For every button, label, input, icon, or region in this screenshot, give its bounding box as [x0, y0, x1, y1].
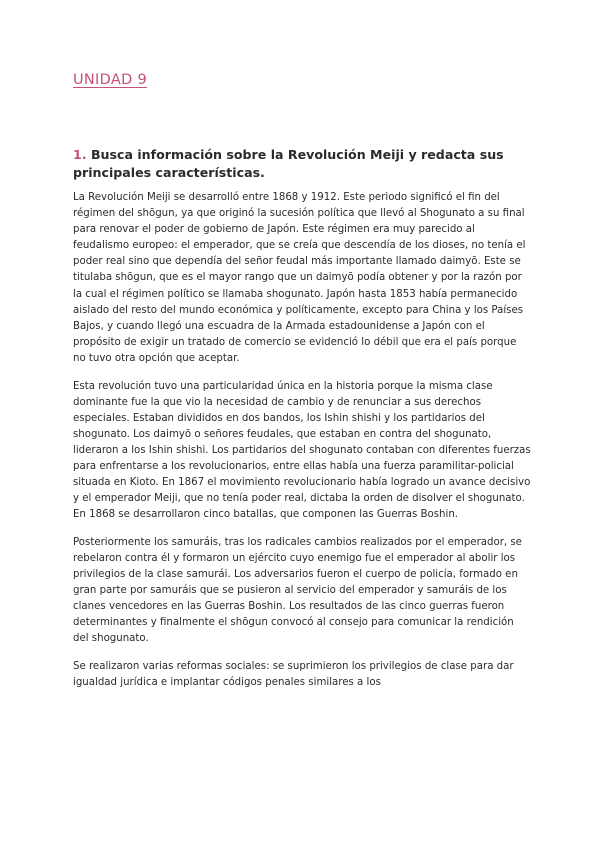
question-text: Busca información sobre la Revolución Meiji y redacta sus principales características. [73, 147, 504, 180]
paragraph-1: La Revolución Meiji se desarrolló entre 1868 y 1912. Este periodo significó el fin del régimen del shōgun, ya que originó la sucesión política que llevó al Shogunato a su final para renovar el poder de gobierno de Japón. Este régimen era muy parecido al feudalismo europeo: el emperador, que se creía que descendía de los dioses, no tenía el poder real sino que dependía del señor feudal más importante llamado daimyō. Este se titulaba shōgun, que es el mayor rango que un daimyō podía obtener y por la razón por la cual el régimen político se llamaba shogunato. Japón hasta 1853 había permanecido aislado del resto del mundo económica y políticamente, excepto para China y los Países Bajos, y cuando llegó una escuadra de la Armada estadounidense a Japón con el propósito de exigir un tratado de comercio se evidenció lo débil que era el país porque no tuvo otra opción que aceptar. [73, 192, 526, 364]
question-heading [73, 146, 533, 182]
unit-title: UNIDAD 9 [73, 72, 147, 88]
paragraph-3: Posteriormente los samuráis, tras los radicales cambios realizados por el emperador, se rebelaron contra él y formaron un ejército cuyo enemigo fue el emperador al abolir los privilegios de la clase samurái. Los adversarios fueron el cuerpo de policía, formado en gran parte por samuráis que se pusieron al servicio del emperador y samuráis de los clanes vencedores en las Guerras Boshin. Los resultados de las cinco guerras fueron determinantes y finalmente el shōgun convocó al consejo para comunicar la rendición del shogunato. [73, 536, 522, 645]
paragraph-4: Se realizaron varias reformas sociales: se suprimieron los privilegios de clase para dar igualdad jurídica e implantar códigos penales similares a los [73, 661, 514, 689]
question-number: 1. [73, 147, 87, 162]
paragraph-2: Esta revolución tuvo una particularidad única en la historia porque la misma clase dominante fue la que vio la necesidad de cambio y de renunciar a sus derechos especiales. Estaban divididos en dos bandos, los Ishin shishi y los partidarios del shogunato. Los daimyō o señores feudales, que estaban en contra del shogunato, lideraron a los Ishin shishi. Los partidarios del shogunato contaban con diferentes fuerzas para enfrentarse a los revolucionarios, entre ellas había una fuerza paramilitar-policial situada en Kioto. En 1867 el movimiento revolucionario había logrado un avance decisivo y el emperador Meiji, que no tenía poder real, dictaba la orden de disolver el shogunato. En 1868 se desarrollaron cinco batallas, que componen las Guerras Boshin. [73, 380, 531, 521]
answer-body [73, 190, 531, 703]
